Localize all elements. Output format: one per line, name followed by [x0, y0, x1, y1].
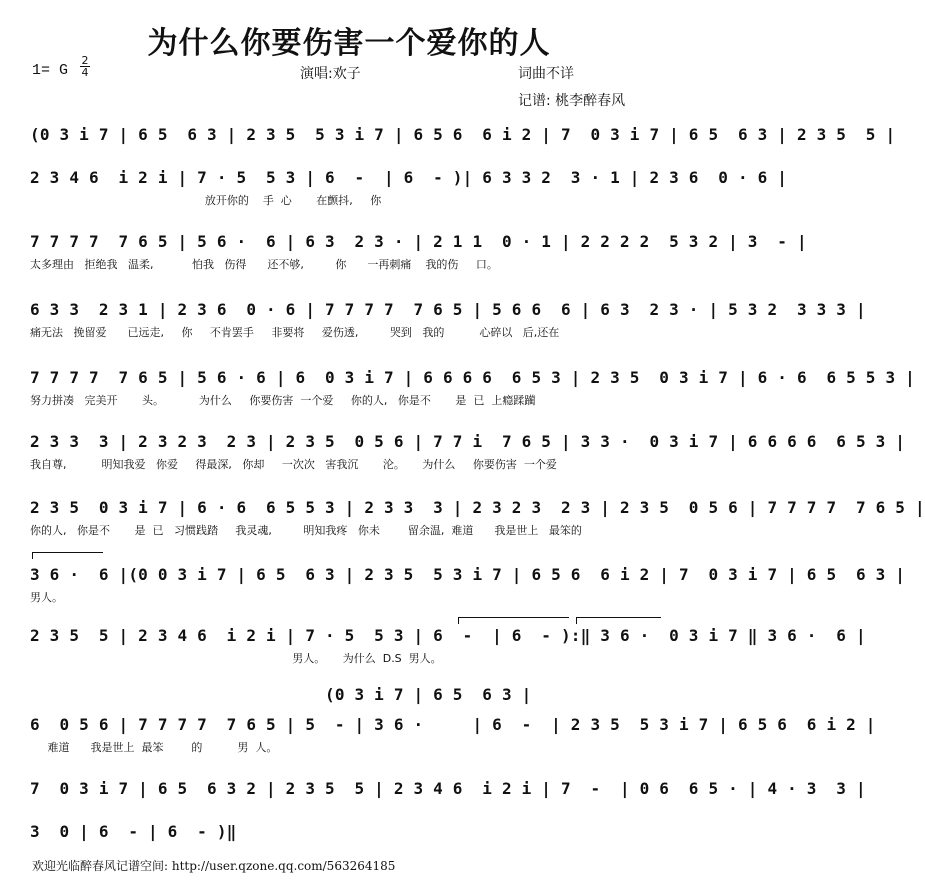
ending-bracket	[458, 617, 569, 624]
time-signature	[80, 55, 90, 78]
lyrics-line: 难道 我是世上 最笨 的 男 人。	[30, 741, 278, 754]
lyrics-line: 你的人, 你是不 是 已 习惯践踏 我灵魂, 明知我疼 你未 留余温, 难道 我是世上 最笨的	[30, 524, 582, 537]
singer-credit: 演唱:欢子	[300, 66, 361, 82]
notation-line: 3 0 | 6 - | 6 - )‖	[30, 822, 237, 841]
time-sig-bottom: 4	[81, 66, 89, 79]
lyrics-line: 痛无法 挽留爱 已远走, 你 不肯罢手 非要将 爱伤透, 哭到 我的 心碎以 后,还在	[30, 326, 560, 339]
notation-line: 2 3 3 3 | 2 3 2 3 2 3 | 2 3 5 0 5 6 | 7 7 i 7 6 5 | 3 3 · 0 3 i 7 | 6 6 6 6 6 5 3 |	[30, 432, 906, 451]
score-row	[0, 715, 876, 775]
key-signature: 1= G	[32, 62, 69, 79]
score-row	[0, 498, 925, 558]
lyrics-line: 我自尊, 明知我爱 你爱 得最深, 你却 一次次 害我沉 沦。 为什么 你要伤害 一个爱	[30, 458, 557, 471]
lyrics-line: 努力拼凑 完美开 头。 为什么 你要伤害 一个爱 你的人, 你是不 是 已 上瘾蹂躏	[30, 394, 536, 407]
score-row	[0, 368, 915, 428]
lyrics-line: 太多理由 拒绝我 温柔, 怕我 伤得 还不够, 你 一再刺痛 我的伤 口。	[30, 258, 498, 271]
notation-line: (0 3 i 7 | 6 5 6 3 | 2 3 5 5 3 i 7 | 6 5 6 6 i 2 | 7 0 3 i 7 | 6 5 6 3 | 2 3 5 5 |	[30, 125, 896, 144]
time-sig-top: 2	[81, 54, 89, 67]
ending-bracket	[576, 617, 661, 624]
composer-credit: 词曲不详	[518, 66, 574, 82]
notation-line: 7 7 7 7 7 6 5 | 5 6 · 6 | 6 0 3 i 7 | 6 6 6 6 6 5 3 | 2 3 5 0 3 i 7 | 6 · 6 6 5 5 3 |	[30, 368, 915, 387]
notation-line: 7 7 7 7 7 6 5 | 5 6 · 6 | 6 3 2 3 · | 2 1 1 0 · 1 | 2 2 2 2 5 3 2 | 3 - |	[30, 232, 807, 251]
notation-line: 2 3 4 6 i 2 i | 7 · 5 5 3 | 6 - | 6 - )| 6 3 3 2 3 · 1 | 2 3 6 0 · 6 |	[30, 168, 788, 187]
notation-line: (0 3 i 7 | 6 5 6 3 |	[30, 685, 532, 704]
score-row	[0, 565, 906, 625]
score-row	[0, 168, 788, 228]
footer-link-text: 欢迎光临醉春风记谱空间: http://user.qzone.qq.com/563264185	[32, 859, 396, 873]
lyrics-line: 男人。	[30, 591, 63, 604]
notation-line: 3 6 · 6 |(0 0 3 i 7 | 6 5 6 3 | 2 3 5 5 3 i 7 | 6 5 6 6 i 2 | 7 0 3 i 7 | 6 5 6 3 |	[30, 565, 906, 584]
lyrics-line: 放开你的 手 心 在颤抖, 你	[30, 194, 382, 207]
lyrics-line: 男人。 为什么 D.S 男人。	[30, 652, 442, 665]
score-row	[0, 300, 866, 360]
notation-line: 2 3 5 5 | 2 3 4 6 i 2 i | 7 · 5 5 3 | 6 - | 6 - ):‖ 3 6 · 0 3 i 7 ‖ 3 6 · 6 |	[30, 626, 866, 645]
score-row	[0, 432, 906, 492]
notation-line: 2 3 5 0 3 i 7 | 6 · 6 6 5 5 3 | 2 3 3 3 | 2 3 2 3 2 3 | 2 3 5 0 5 6 | 7 7 7 7 7 6 5 |	[30, 498, 925, 517]
ending-bracket	[32, 552, 103, 559]
transcriber-credit: 记谱: 桃李醉春风	[518, 93, 626, 109]
notation-line: 6 0 5 6 | 7 7 7 7 7 6 5 | 5 - | 3 6 · | 6 - | 2 3 5 5 3 i 7 | 6 5 6 6 i 2 |	[30, 715, 876, 734]
page-title: 为什么你要伤害一个爱你的人	[147, 26, 551, 61]
notation-line: 6 3 3 2 3 1 | 2 3 6 0 · 6 | 7 7 7 7 7 6 5 | 5 6 6 6 | 6 3 2 3 · | 5 3 2 3 3 3 |	[30, 300, 866, 319]
score-row	[0, 626, 866, 686]
notation-line: 7 0 3 i 7 | 6 5 6 3 2 | 2 3 5 5 | 2 3 4 6 i 2 i | 7 - | 0 6 6 5 · | 4 · 3 3 |	[30, 779, 866, 798]
score-row	[0, 232, 807, 292]
